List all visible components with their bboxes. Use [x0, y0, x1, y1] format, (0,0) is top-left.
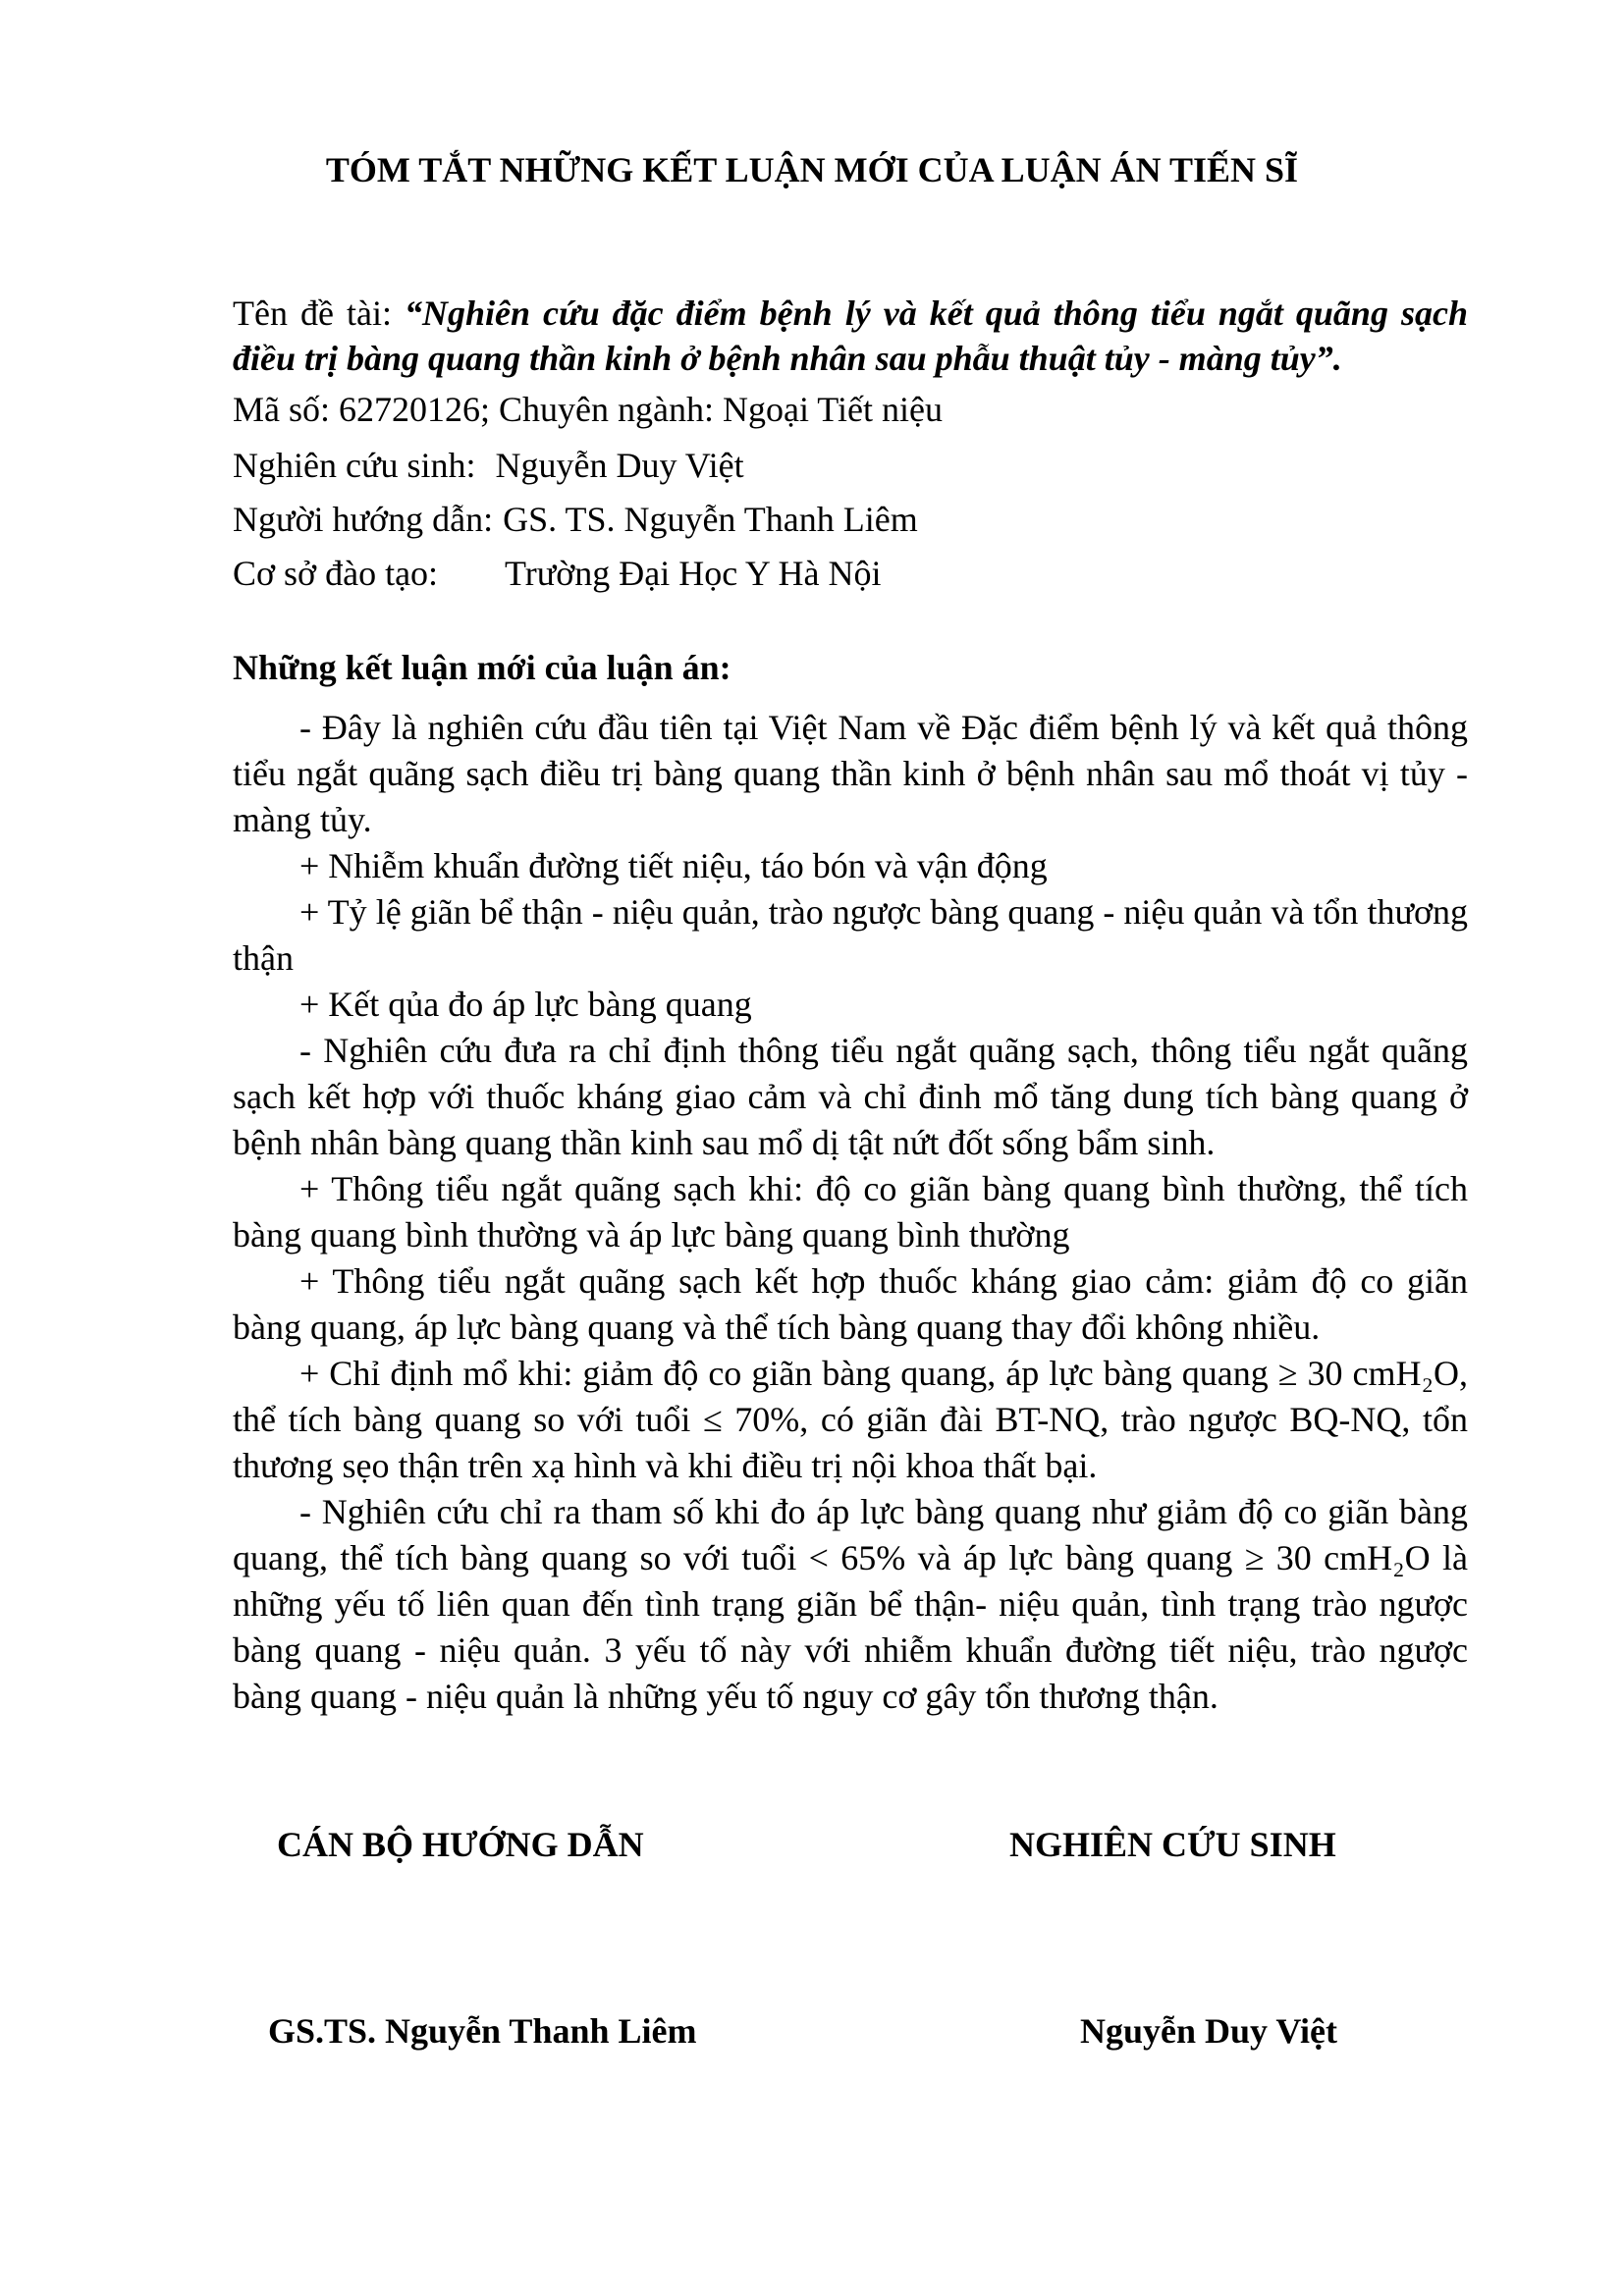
- topic-line-1: [233, 292, 1468, 335]
- researcher-line: [233, 444, 744, 487]
- topic-label: Tên đề tài:: [233, 294, 406, 333]
- supervisor-line: [233, 498, 918, 541]
- supervisor-name: GS. TS. Nguyễn Thanh Liêm: [503, 500, 918, 539]
- conclusions-heading: Những kết luận mới của luận án:: [233, 648, 731, 687]
- researcher-label: Nghiên cứu sinh:: [233, 446, 476, 485]
- topic-title-part1: “Nghiên cứu đặc điểm bệnh lý và kết quả thông tiểu ngắt quãng sạch: [405, 294, 1468, 333]
- code-line: Mã số: 62720126; Chuyên ngành: Ngoại Tiết niệu: [233, 390, 943, 429]
- institution-label: Cơ sở đào tạo:: [233, 554, 439, 593]
- institution-name: Trường Đại Học Y Hà Nội: [505, 554, 882, 593]
- paragraph: - Nghiên cứu chỉ ra tham số khi đo áp lực bàng quang như giảm độ co giãn bàng quang, thể tích bàng quang so với tuổi < 65% và áp lực bàng quang ≥ 30 cmH₂O là những yếu tố liên quan đến tình trạng giãn bể thận- niệu quản, tình trạng trào ngược bàng quang - niệu quản. 3 yếu tố này với nhiễm khuẩn đường tiết niệu, trào ngược bàng quang - niệu quản là những yếu tố nguy cơ gây tổn thương thận.: [233, 1492, 1468, 1716]
- signature-right-title: NGHIÊN CỨU SINH: [1009, 1825, 1336, 1864]
- supervisor-label: Người hướng dẫn:: [233, 500, 494, 539]
- paragraph: + Tỷ lệ giãn bể thận - niệu quản, trào ngược bàng quang - niệu quản và tổn thương thận: [233, 892, 1468, 978]
- paragraph: + Thông tiểu ngắt quãng sạch khi: độ co giãn bàng quang bình thường, thể tích bàng quang bình thường và áp lực bàng quang bình thường: [233, 1169, 1468, 1255]
- topic-title-part2: điều trị bàng quang thần kinh ở bệnh nhân sau phẫu thuật tủy - màng tủy”.: [233, 339, 1342, 378]
- paragraph: + Thông tiểu ngắt quãng sạch kết hợp thuốc kháng giao cảm: giảm độ co giãn bàng quang, áp lực bàng quang và thể tích bàng quang thay đổi không nhiều.: [233, 1261, 1468, 1347]
- signature-left-title: CÁN BỘ HƯỚNG DẪN: [277, 1825, 644, 1864]
- signature-right-name: Nguyễn Duy Việt: [1080, 2011, 1338, 2051]
- paragraph: - Đây là nghiên cứu đầu tiên tại Việt Nam về Đặc điểm bệnh lý và kết quả thông tiểu ngắt quãng sạch điều trị bàng quang thần kinh ở bệnh nhân sau mổ thoát vị tủy - màng tủy.: [233, 708, 1468, 839]
- signature-left-name: GS.TS. Nguyễn Thanh Liêm: [268, 2011, 697, 2051]
- paragraph: + Chỉ định mổ khi: giảm độ co giãn bàng quang, áp lực bàng quang ≥ 30 cmH₂O, thể tích bàng quang so với tuổi ≤ 70%, có giãn đài BT-NQ, trào ngược BQ-NQ, tổn thương sẹo thận trên xạ hình và khi điều trị nội khoa thất bại.: [233, 1354, 1468, 1485]
- conclusions-body: [233, 705, 1468, 1720]
- paragraph: + Kết qủa đo áp lực bàng quang: [299, 985, 752, 1024]
- paragraph: + Nhiễm khuẩn đường tiết niệu, táo bón và vận động: [299, 846, 1048, 885]
- paragraph: - Nghiên cứu đưa ra chỉ định thông tiểu ngắt quãng sạch, thông tiểu ngắt quãng sạch kết hợp với thuốc kháng giao cảm và chỉ đinh mổ tăng dung tích bàng quang ở bệnh nhân bàng quang thần kinh sau mổ dị tật nứt đốt sống bẩm sinh.: [233, 1031, 1468, 1162]
- institution-line: [233, 552, 882, 595]
- document-title: TÓM TẮT NHỮNG KẾT LUẬN MỚI CỦA LUẬN ÁN TIẾN SĨ: [325, 150, 1299, 189]
- researcher-name: Nguyễn Duy Việt: [495, 446, 744, 485]
